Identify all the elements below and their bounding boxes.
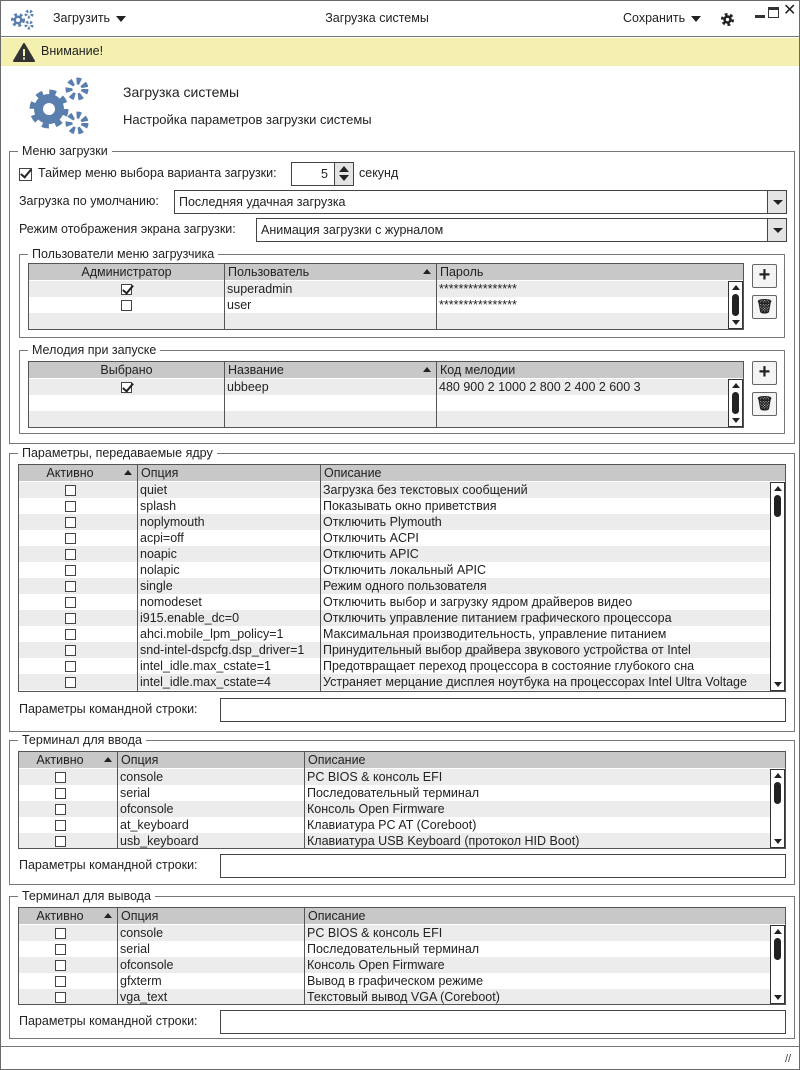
option-cell: vga_text: [120, 990, 168, 1004]
column-divider: [436, 280, 437, 329]
resize-grip-icon[interactable]: //: [785, 1053, 792, 1065]
column-header[interactable]: [117, 908, 304, 924]
close-button[interactable]: ✕: [783, 2, 797, 19]
display-mode-label: Режим отображения экрана загрузки:: [19, 222, 236, 236]
scroll-down-icon[interactable]: [774, 995, 782, 1000]
description-cell: Отключить Plymouth: [323, 515, 442, 529]
row-checkbox[interactable]: [55, 944, 66, 955]
sort-ascending-icon: [423, 269, 431, 274]
checkbox-cell: [19, 658, 121, 674]
table-header: [19, 465, 785, 481]
system-gears-logo-icon: [27, 75, 95, 139]
scroll-thumb[interactable]: [774, 495, 781, 517]
scroll-down-icon[interactable]: [732, 320, 740, 325]
row-checkbox[interactable]: [65, 677, 76, 688]
column-header[interactable]: [19, 465, 121, 481]
sort-ascending-icon: [423, 367, 431, 372]
option-cell: usb_keyboard: [120, 834, 199, 848]
chevron-down-icon[interactable]: [767, 219, 786, 241]
description-cell: Отключить управление питанием графического процессора: [323, 611, 672, 625]
timer-spinbox[interactable]: [291, 162, 354, 186]
checkbox-cell: [19, 514, 121, 530]
description-cell: Отключить выбор и загрузку ядром драйверов видео: [323, 595, 633, 609]
checkbox-cell: [19, 530, 121, 546]
default-boot-combo[interactable]: [174, 190, 787, 214]
column-header-label: Опция: [121, 753, 159, 767]
row-checkbox[interactable]: [65, 581, 76, 592]
output-terminal-cmdline-input[interactable]: [220, 1010, 786, 1034]
row-checkbox[interactable]: [65, 501, 76, 512]
checkbox-cell: [19, 925, 101, 941]
table-row: [29, 411, 743, 427]
timer-label: Таймер меню выбора варианта загрузки:: [38, 166, 277, 180]
row-checkbox[interactable]: [121, 382, 132, 393]
trash-icon: 🗑: [755, 298, 774, 314]
row-checkbox[interactable]: [65, 661, 76, 672]
description-cell: 480 900 2 1000 2 800 2 400 2 600 3: [439, 380, 641, 394]
checkbox-cell: [19, 594, 121, 610]
option-cell: console: [120, 770, 164, 784]
spin-arrows-icon[interactable]: [334, 163, 353, 185]
chevron-down-icon[interactable]: [767, 191, 786, 213]
table-row[interactable]: [19, 989, 785, 1005]
default-boot-label: Загрузка по умолчанию:: [19, 194, 159, 208]
row-checkbox[interactable]: [55, 772, 66, 783]
scroll-down-icon[interactable]: [774, 839, 782, 844]
kernel-legend: Параметры, передаваемые ядру: [18, 446, 217, 461]
column-header-label: Активно: [36, 753, 84, 767]
table-row[interactable]: [19, 578, 785, 594]
scroll-thumb[interactable]: [774, 938, 781, 960]
column-divider: [137, 481, 138, 691]
column-header-label: Описание: [308, 753, 366, 767]
vertical-scrollbar[interactable]: [770, 925, 785, 1004]
column-divider: [436, 378, 437, 427]
output-terminal-table: [18, 907, 786, 1005]
checkbox-cell: [29, 379, 224, 395]
column-divider: [304, 924, 305, 1004]
description-cell: Последовательный терминал: [307, 786, 480, 800]
scroll-up-icon[interactable]: [732, 383, 740, 388]
checkbox-cell: [19, 610, 121, 626]
checkbox-cell: [19, 482, 121, 498]
option-cell: noapic: [140, 547, 177, 561]
column-header-label: Описание: [308, 909, 366, 923]
chevron-down-icon: [691, 16, 701, 22]
row-checkbox[interactable]: [55, 836, 66, 847]
column-header-label: Описание: [324, 466, 382, 480]
sort-ascending-icon: [104, 757, 112, 762]
timer-value: 5: [321, 167, 328, 181]
vertical-scrollbar[interactable]: [770, 482, 785, 691]
input-terminal-table: [18, 751, 786, 849]
minimize-button[interactable]: [755, 15, 765, 18]
load-menu-label: Загрузить: [53, 11, 111, 25]
row-checkbox[interactable]: [65, 485, 76, 496]
table-row[interactable]: [19, 546, 785, 562]
column-header[interactable]: [224, 362, 436, 378]
scroll-thumb[interactable]: [732, 294, 739, 316]
scroll-thumb[interactable]: [774, 782, 781, 804]
description-cell: Режим одного пользователя: [323, 579, 487, 593]
scroll-down-icon[interactable]: [774, 682, 782, 687]
option-cell: quiet: [140, 483, 168, 497]
save-menu-button[interactable]: [623, 11, 701, 25]
row-checkbox[interactable]: [65, 645, 76, 656]
row-checkbox[interactable]: [65, 597, 76, 608]
table-row[interactable]: [19, 626, 785, 642]
melody-table: [28, 361, 744, 428]
row-checkbox[interactable]: [65, 549, 76, 560]
save-menu-label: Сохранить: [623, 11, 686, 25]
output-terminal-legend: Терминал для вывода: [18, 889, 155, 904]
checkbox-cell: [19, 546, 121, 562]
table-header: [19, 752, 785, 768]
description-cell: Клавиатура PC AT (Coreboot): [307, 818, 477, 832]
description-cell: Отключить ACPI: [323, 531, 419, 545]
table-row: [29, 395, 743, 411]
vertical-scrollbar[interactable]: [770, 769, 785, 848]
row-checkbox[interactable]: [55, 804, 66, 815]
checkbox-cell: [19, 642, 121, 658]
column-divider: [320, 481, 321, 691]
table-row[interactable]: [19, 642, 785, 658]
checkbox-cell: [19, 562, 121, 578]
column-header[interactable]: [29, 264, 224, 280]
column-divider: [224, 378, 225, 427]
table-row[interactable]: [19, 610, 785, 626]
row-checkbox[interactable]: [65, 517, 76, 528]
table-row[interactable]: [19, 925, 785, 941]
display-mode-value: Анимация загрузки с журналом: [261, 223, 444, 237]
scroll-up-icon[interactable]: [774, 773, 782, 778]
checkbox-cell: [29, 281, 224, 297]
checkbox-cell: [19, 957, 101, 973]
table-header: [29, 362, 743, 378]
table-row[interactable]: [19, 941, 785, 957]
column-header[interactable]: [304, 908, 785, 924]
checkbox-cell: [19, 785, 101, 801]
column-header-label: Активно: [46, 466, 94, 480]
option-cell: ahci.mobile_lpm_policy=1: [140, 627, 284, 641]
description-cell: PC BIOS & консоль EFI: [307, 926, 443, 940]
table-header: [19, 908, 785, 924]
column-divider: [224, 280, 225, 329]
add-user-button[interactable]: [752, 264, 777, 288]
column-header-label: Активно: [36, 909, 84, 923]
output-terminal-cmdline-label: Параметры командной строки:: [19, 1014, 198, 1028]
table-row[interactable]: [19, 957, 785, 973]
title-bar: [1, 1, 799, 37]
table-row[interactable]: [29, 281, 743, 297]
row-checkbox[interactable]: [55, 820, 66, 831]
option-cell: single: [140, 579, 173, 593]
status-bar-divider: [1, 1046, 799, 1047]
column-header-label: Опция: [121, 909, 159, 923]
column-header[interactable]: [436, 264, 743, 280]
warning-text: Внимание!: [41, 44, 104, 58]
checkbox-cell: [19, 817, 101, 833]
maximize-button[interactable]: [768, 7, 779, 18]
description-cell: Показывать окно приветствия: [323, 499, 497, 513]
checkbox-cell: [19, 498, 121, 514]
melody-legend: Мелодия при запуске: [28, 343, 160, 358]
column-header[interactable]: [19, 752, 101, 768]
column-divider: [117, 768, 118, 848]
checkbox-cell: [19, 578, 121, 594]
row-checkbox[interactable]: [65, 629, 76, 640]
column-header[interactable]: [137, 465, 320, 481]
column-header-label: Выбрано: [100, 363, 153, 377]
table-row[interactable]: [19, 562, 785, 578]
column-header-label: Опция: [141, 466, 179, 480]
scroll-up-icon[interactable]: [732, 285, 740, 290]
page-subtitle: Настройка параметров загрузки системы: [123, 112, 372, 127]
option-cell: ofconsole: [120, 958, 174, 972]
table-row[interactable]: [19, 482, 785, 498]
delete-melody-button[interactable]: [752, 392, 777, 416]
kernel-cmdline-label: Параметры командной строки:: [19, 702, 198, 716]
column-header-label: Пароль: [440, 265, 484, 279]
table-row[interactable]: [19, 530, 785, 546]
column-header-label: Пользователь: [228, 265, 310, 279]
checkbox-cell: [19, 674, 121, 690]
row-checkbox[interactable]: [55, 992, 66, 1003]
description-cell: Отключить локальный APIC: [323, 563, 487, 577]
checkbox-cell: [19, 769, 101, 785]
timer-checkbox[interactable]: [19, 168, 32, 181]
row-checkbox[interactable]: [55, 928, 66, 939]
plus-icon: +: [758, 361, 771, 383]
column-header[interactable]: [29, 362, 224, 378]
users-legend: Пользователи меню загрузчика: [28, 247, 218, 262]
scroll-up-icon[interactable]: [774, 486, 782, 491]
table-row[interactable]: [19, 801, 785, 817]
row-checkbox[interactable]: [121, 284, 132, 295]
column-header[interactable]: [436, 362, 743, 378]
display-mode-combo[interactable]: [256, 218, 787, 242]
settings-gear-icon[interactable]: [720, 12, 735, 27]
table-row[interactable]: [19, 514, 785, 530]
table-row[interactable]: [19, 833, 785, 849]
column-header[interactable]: [304, 752, 785, 768]
checkbox-cell: [19, 941, 101, 957]
option-cell: ofconsole: [120, 802, 174, 816]
description-cell: PC BIOS & консоль EFI: [307, 770, 443, 784]
users-table: [28, 263, 744, 330]
description-cell: Вывод в графическом режиме: [307, 974, 484, 988]
checkbox-cell: [19, 989, 101, 1005]
table-row[interactable]: [29, 297, 743, 313]
column-divider: [304, 768, 305, 848]
description-cell: Консоль Open Firmware: [307, 958, 445, 972]
description-cell: Консоль Open Firmware: [307, 802, 445, 816]
sort-ascending-icon: [124, 470, 132, 475]
description-cell: Клавиатура USB Keyboard (протокол HID Boot): [307, 834, 580, 848]
table-row[interactable]: [19, 658, 785, 674]
option-cell: at_keyboard: [120, 818, 189, 832]
checkbox-cell: [19, 801, 101, 817]
add-melody-button[interactable]: [752, 361, 777, 385]
option-cell: intel_idle.max_cstate=1: [140, 659, 271, 673]
description-cell: ****************: [439, 298, 517, 312]
sort-ascending-icon: [104, 913, 112, 918]
description-cell: Текстовый вывод VGA (Coreboot): [307, 990, 500, 1004]
row-checkbox[interactable]: [65, 613, 76, 624]
table-row[interactable]: [19, 817, 785, 833]
description-cell: Предотвращает переход процессора в состояние глубокого сна: [323, 659, 695, 673]
delete-user-button[interactable]: [752, 295, 777, 319]
option-cell: nomodeset: [140, 595, 202, 609]
table-row[interactable]: [19, 785, 785, 801]
option-cell: snd-intel-dspcfg.dsp_driver=1: [140, 643, 305, 657]
option-cell: serial: [120, 786, 150, 800]
input-terminal-cmdline-label: Параметры командной строки:: [19, 858, 198, 872]
input-terminal-legend: Терминал для ввода: [18, 733, 146, 748]
column-divider: [117, 924, 118, 1004]
option-cell: i915.enable_dc=0: [140, 611, 240, 625]
row-checkbox[interactable]: [65, 533, 76, 544]
column-header-label: Код мелодии: [440, 363, 516, 377]
column-header[interactable]: [224, 264, 436, 280]
option-cell: gfxterm: [120, 974, 162, 988]
input-terminal-cmdline-input[interactable]: [220, 854, 786, 878]
option-cell: nolapic: [140, 563, 180, 577]
scroll-thumb[interactable]: [732, 392, 739, 414]
row-checkbox[interactable]: [121, 300, 132, 311]
option-cell: superadmin: [227, 282, 293, 296]
trash-icon: 🗑: [755, 395, 774, 411]
option-cell: console: [120, 926, 164, 940]
row-checkbox[interactable]: [55, 960, 66, 971]
table-row[interactable]: [19, 498, 785, 514]
description-cell: Принудительный выбор драйвера звукового устройства от Intel: [323, 643, 691, 657]
checkbox-cell: [29, 297, 224, 313]
row-checkbox[interactable]: [65, 565, 76, 576]
kernel-params-table: [18, 464, 786, 692]
option-cell: serial: [120, 942, 150, 956]
kernel-cmdline-input[interactable]: [220, 698, 786, 722]
plus-icon: +: [758, 264, 771, 286]
column-header-label: Название: [228, 363, 284, 377]
warning-icon: [13, 43, 35, 62]
table-row[interactable]: [19, 769, 785, 785]
description-cell: Устраняет мерцание дисплея ноутбука на процессорах Intel Ultra Voltage: [323, 675, 747, 689]
description-cell: Загрузка без текстовых сообщений: [323, 483, 528, 497]
description-cell: Последовательный терминал: [307, 942, 480, 956]
option-cell: intel_idle.max_cstate=4: [140, 675, 271, 689]
description-cell: Отключить APIC: [323, 547, 419, 561]
column-header-label: Администратор: [81, 265, 172, 279]
option-cell: noplymouth: [140, 515, 205, 529]
description-cell: Максимальная производительность, управление питанием: [323, 627, 667, 641]
table-row[interactable]: [29, 379, 743, 395]
window-title: Загрузка системы: [325, 11, 429, 25]
column-header[interactable]: [19, 908, 101, 924]
column-header[interactable]: [320, 465, 785, 481]
column-header[interactable]: [117, 752, 304, 768]
vertical-scrollbar[interactable]: [728, 281, 743, 329]
checkbox-cell: [19, 973, 101, 989]
vertical-scrollbar[interactable]: [728, 379, 743, 427]
scroll-down-icon[interactable]: [732, 418, 740, 423]
option-cell: ubbeep: [227, 380, 269, 394]
row-checkbox[interactable]: [55, 976, 66, 987]
table-row[interactable]: [19, 973, 785, 989]
checkbox-cell: [19, 833, 101, 849]
checkbox-cell: [19, 626, 121, 642]
option-cell: user: [227, 298, 252, 312]
description-cell: ****************: [439, 282, 517, 296]
page-title: Загрузка системы: [123, 84, 240, 100]
table-header: [29, 264, 743, 280]
option-cell: splash: [140, 499, 177, 513]
scroll-up-icon[interactable]: [774, 929, 782, 934]
row-checkbox[interactable]: [55, 788, 66, 799]
default-boot-value: Последняя удачная загрузка: [179, 195, 346, 209]
table-row[interactable]: [19, 594, 785, 610]
warning-bar: [1, 38, 799, 66]
table-row: [29, 313, 743, 329]
timer-unit: секунд: [359, 166, 399, 180]
table-row[interactable]: [19, 674, 785, 690]
boot-menu-legend: Меню загрузки: [18, 144, 112, 159]
option-cell: acpi=off: [140, 531, 184, 545]
